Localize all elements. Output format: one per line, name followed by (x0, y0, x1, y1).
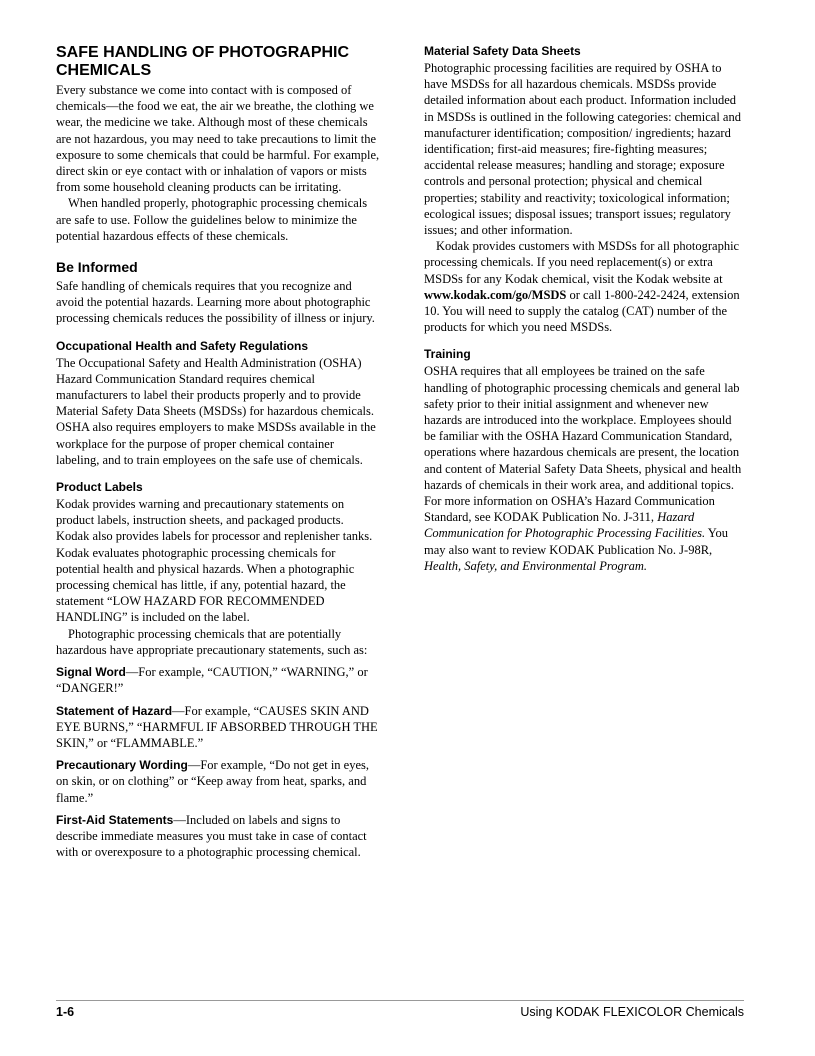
publication-j98r-title: Health, Safety, and Environmental Program. (424, 558, 648, 573)
signal-word-term: Signal Word (56, 665, 126, 680)
msds-paragraph-2-text-a: Kodak provides customers with MSDSs for all photographic processing chemicals. If you need replacement(s) or extra MSDSs for any Kodak chemical, visit the Kodak website at (424, 239, 740, 286)
signal-word-text: —For example, “CAUTION,” “WARNING,” or “DANGER!” (56, 665, 368, 696)
right-column (424, 44, 744, 574)
be-informed-paragraph: Safe handling of chemicals requires that you recognize and avoid the potential hazards. Learning more about photographic processing chemicals reduces the possibility of illness or injury. (56, 279, 375, 326)
intro-paragraph-2: When handled properly, photographic processing chemicals are safe to use. Follow the guidelines below to minimize the potential hazardous effects of these chemicals. (56, 196, 368, 243)
statement-of-hazard-term: Statement of Hazard (56, 703, 173, 718)
footer-divider (56, 1000, 744, 1001)
statement-of-hazard-text: —For example, “CAUSES SKIN AND EYE BURNS,” “HARMFUL IF ABSORBED THROUGH THE SKIN,” or “FLAMMABLE.” (56, 703, 378, 750)
training-text-b: You may also want to review KODAK Publication No. J-98R, (424, 526, 729, 557)
footer-page-number: 1-6 (56, 1005, 75, 1019)
msds-website-link[interactable]: www.kodak.com/go/MSDS (424, 287, 567, 302)
training-text-a: OSHA requires that all employees be trained on the safe handling of photographic processing chemicals and general lab safety prior to their initial assignment and whenever new hazards are introduced into the workplace. Employees should be familiar with the OSHA Hazard Communication Standard, operations where hazardous chemicals are present, the location and content of Material Safety Data Sheets, physical and health hazards of chemicals in their work area, and additional topics. For more information on OSHA’s Hazard Communication Standard, see KODAK Publication No. J-311, (424, 364, 742, 525)
page-title-line2: CHEMICALS (56, 62, 152, 79)
training-paragraph (424, 363, 744, 574)
intro-paragraph-1: Every substance we come into contact with is composed of chemicals—the food we eat, the air we breathe, the clothing we wear, the medicine we take. Although most of these chemicals are not hazardous, you may need to take precautions to limit the exposure to some chemicals that could be harmful. For example, direct skin or eye contact with or inhalation of vapors or mists from some household cleaning products can be irritating. (56, 83, 380, 195)
msds-paragraph-2-text-b: or call 1-800-242-2424, extension 10. You will need to supply the catalog (CAT) number of the products for which you need MSDSs. (424, 287, 740, 335)
precautionary-wording-term: Precautionary Wording (56, 758, 188, 773)
first-aid-statements-definition (56, 812, 380, 861)
signal-word-definition (56, 664, 380, 696)
product-labels-paragraph-2: Photographic processing chemicals that are potentially hazardous have appropriate precautionary statements, such as: (56, 626, 368, 657)
statement-of-hazard-definition (56, 703, 380, 752)
training-heading: Training (424, 347, 471, 362)
page-title (56, 44, 380, 80)
be-informed-heading: Be Informed (56, 259, 138, 276)
page-title-line1: SAFE HANDLING OF PHOTOGRAPHIC (56, 44, 350, 61)
left-column (56, 44, 380, 860)
osha-heading: Occupational Health and Safety Regulations (56, 338, 309, 353)
publication-j311-title: Hazard Communication for Photographic Processing Facilities. (424, 510, 706, 541)
product-labels-heading: Product Labels (56, 480, 143, 495)
precautionary-wording-definition (56, 757, 380, 806)
osha-paragraph: The Occupational Safety and Health Administration (OSHA) Hazard Communication Standard requires chemical manufacturers to label their products properly and to provide Material Safety Data Sheets (MSDSs) for hazardous chemicals. OSHA also requires employers to make MSDSs available in the workplace for the purpose of proper chemical container labeling, and to train employees on the safe use of chemicals. (56, 355, 376, 467)
msds-paragraph-2 (424, 238, 744, 335)
footer-document-title: Using KODAK FLEXICOLOR Chemicals (520, 1005, 744, 1019)
product-labels-paragraph-1: Kodak provides warning and precautionary statements on product labels, instruction sheets, and packaged products. Kodak also provides labels for processor and replenisher tanks. Kodak evaluates photographic processing chemicals for potential health and physical hazards. When a photographic processing chemical has little, if any, potential hazard, the statement “LOW HAZARD FOR RECOMMENDED HANDLING” is included on the label. (56, 497, 373, 625)
first-aid-statements-term: First-Aid Statements (56, 812, 174, 827)
msds-paragraph-1: Photographic processing facilities are required by OSHA to have MSDSs for all hazardous chemicals. MSDSs provide detailed information about each product. Information included in MSDSs is outlined in the following categories: chemical and manufacturer identification; composition/ ingredients; hazard identification; first-aid measures; fire-fighting measures; accidental release measures; handling and storage; exposure controls and personal protection; physical and chemical properties; stability and reactivity; toxicological information; ecological issues; disposal issues; transport issues; regulatory issues; and other information. (424, 61, 741, 238)
first-aid-statements-text: —Included on labels and signs to describe immediate measures you must take in case of contact with or overexposure to a photographic processing chemical. (56, 812, 367, 860)
precautionary-wording-text: —For example, “Do not get in eyes, on skin, or on clothing” or “Keep away from heat, sparks, and flame.” (56, 758, 370, 805)
msds-heading: Material Safety Data Sheets (424, 44, 581, 58)
